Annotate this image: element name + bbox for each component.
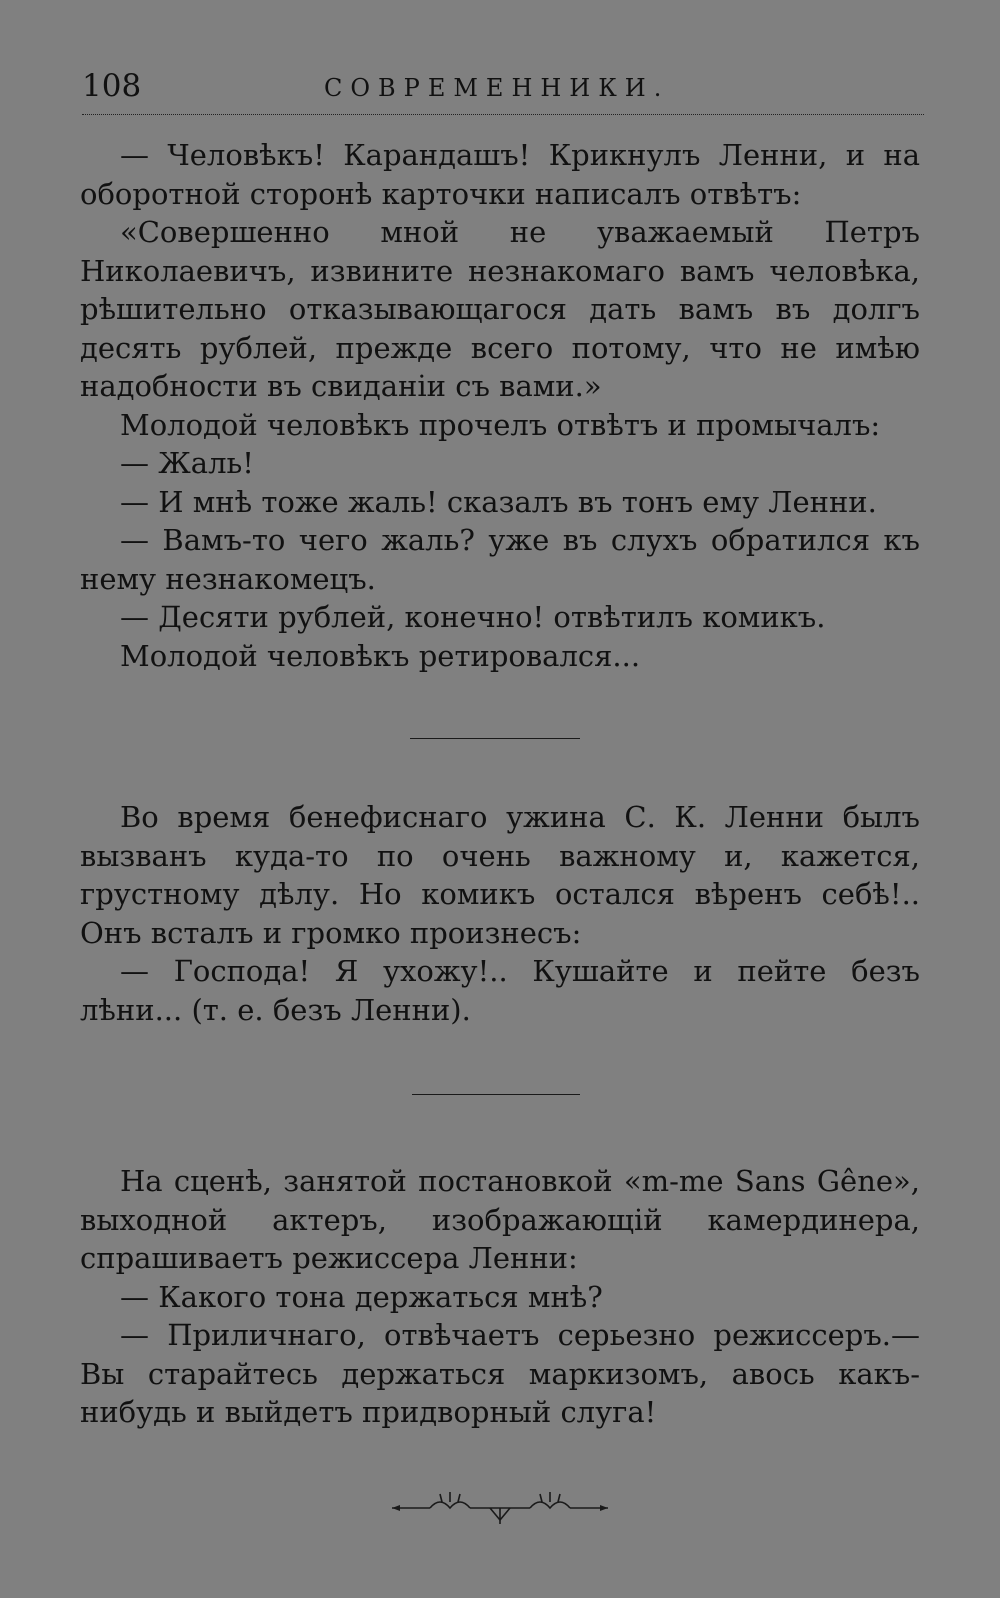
decorative-ornament-icon xyxy=(390,1486,610,1526)
paragraph: Во время бенефиснаго ужина С. К. Ленни былъ вызванъ куда-то по очень важному и, кажется, грустному дѣлу. Но комикъ остался вѣренъ себѣ!.. Онъ всталъ и громко произнесъ: xyxy=(80,800,920,950)
section-1 xyxy=(80,136,920,675)
page-header xyxy=(82,68,962,112)
section-separator xyxy=(412,1094,580,1095)
running-title: СОВРЕМЕННИКИ. xyxy=(324,74,670,102)
paragraph: — Вамъ-то чего жаль? уже въ слухъ обратился къ нему незнакомецъ. xyxy=(80,523,920,596)
paragraph: — Десяти рублей, конечно! отвѣтилъ комикъ. xyxy=(120,600,826,634)
paragraph: — Какого тона держаться мнѣ? xyxy=(120,1279,603,1314)
paragraph: Молодой человѣкъ ретировался... xyxy=(120,638,641,673)
section-3 xyxy=(80,1162,920,1432)
paragraph: — Господа! Я ухожу!.. Кушайте и пейте безъ лѣни... (т. е. безъ Ленни). xyxy=(80,954,920,1027)
paragraph: — Жаль! xyxy=(120,446,254,480)
paragraph: — И мнѣ тоже жаль! сказалъ въ тонъ ему Ленни. xyxy=(120,484,877,519)
paragraph: — Человѣкъ! Карандашъ! Крикнулъ Ленни, и на оборотной сторонѣ карточки написалъ отвѣтъ: xyxy=(80,138,920,211)
paragraph: На сценѣ, занятой постановкой «m-me Sans Gêne», выходной актеръ, изображающій камердинера, спрашиваетъ режиссера Ленни: xyxy=(80,1164,920,1275)
paragraph: «Совершенно мной не уважаемый Петръ Николаевичъ, извините незнакомаго вамъ человѣка, рѣшительно отказывающагося дать вамъ въ долгъ десять рублей, прежде всего потому, что не имѣю надобности въ свиданіи съ вами.» xyxy=(80,215,920,403)
section-separator xyxy=(410,738,580,739)
page-number: 108 xyxy=(82,68,142,104)
paragraph: — Приличнаго, отвѣчаетъ серьезно режиссеръ.—Вы старайтесь держаться маркизомъ, авось какъ-нибудь и выйдетъ придворный слуга! xyxy=(80,1318,920,1429)
section-2 xyxy=(80,798,920,1029)
header-rule xyxy=(82,114,924,115)
paragraph: Молодой человѣкъ прочелъ отвѣтъ и промычалъ: xyxy=(120,407,881,442)
